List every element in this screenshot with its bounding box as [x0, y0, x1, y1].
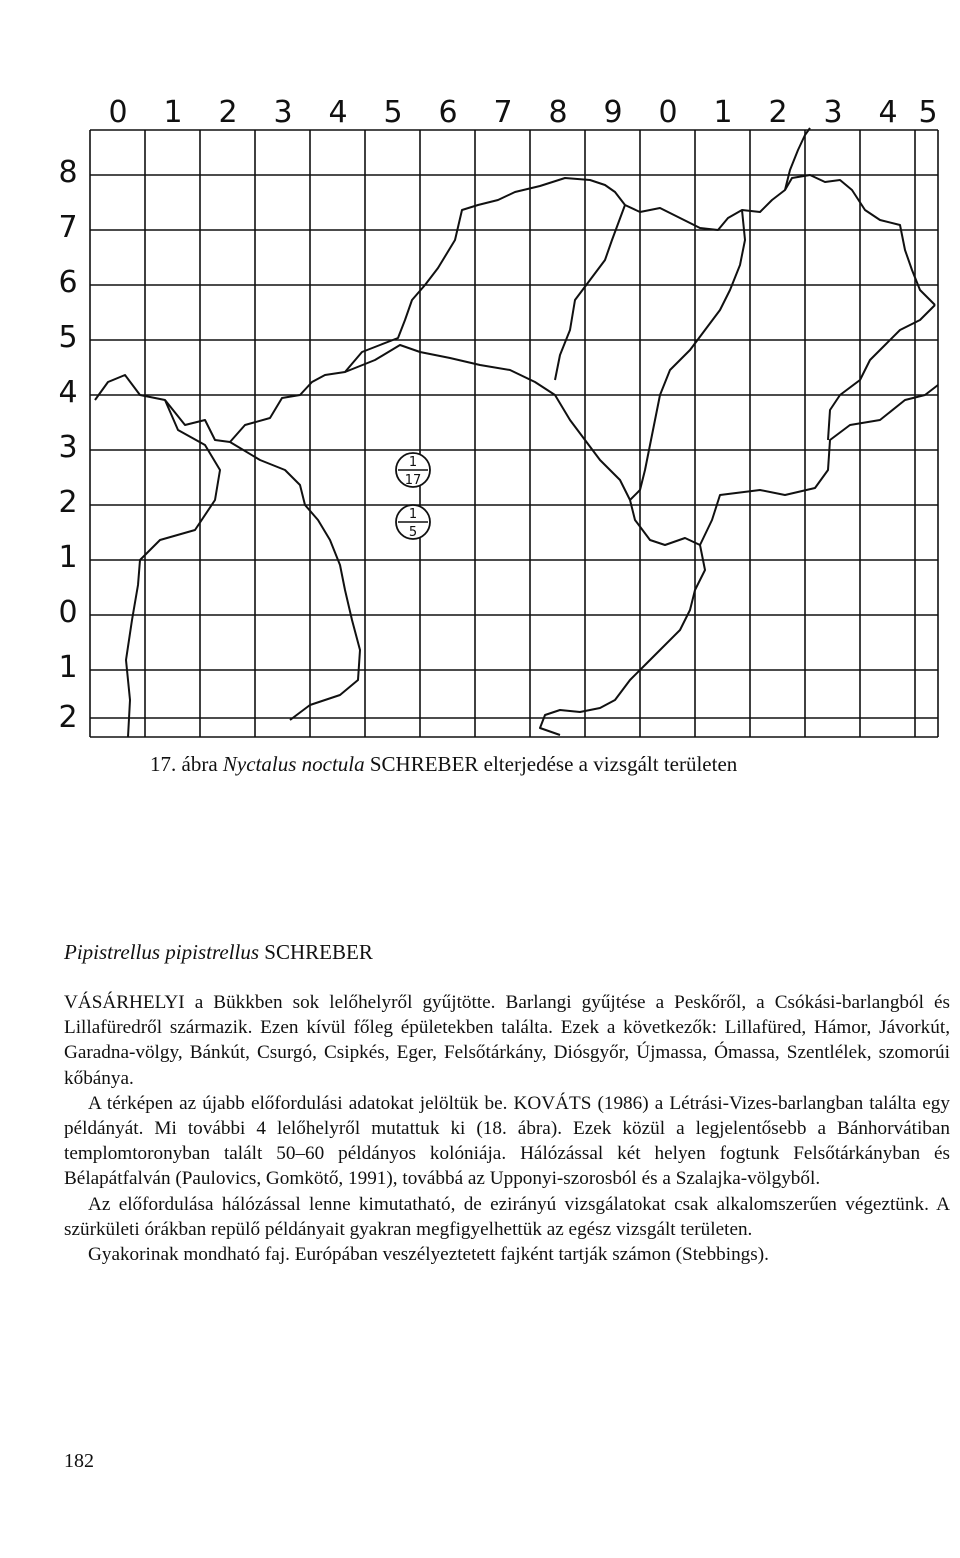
y-label: 0: [58, 595, 78, 630]
y-label: 2: [58, 700, 78, 735]
grid-markers: [396, 453, 430, 540]
paragraph: Az előfordulása hálózással lenne kimutatható, de ezirányú vizsgálatokat csak alkalomszerűen végeztünk. A szürkületi órákban repülő példányait gyakran megfigyelhettük az egész vizsgált területen.: [64, 1193, 950, 1240]
caption-rest: SCHREBER elterjedése a vizsgált területen: [369, 752, 738, 776]
inner-line-5: [540, 545, 705, 735]
marker-circle: [396, 453, 430, 488]
y-label: 1: [58, 540, 78, 575]
outer-boundary: [95, 375, 220, 737]
x-label: 0: [108, 95, 128, 130]
section-species-name: Pipistrellus pipistrellus: [64, 940, 260, 964]
paragraph: Gyakorinak mondható faj. Európában veszélyeztetett fajként tartják számon (Stebbings).: [88, 1244, 769, 1266]
inner-line-3: [555, 205, 625, 380]
x-label: 4: [878, 95, 898, 130]
y-label: 1: [58, 650, 78, 685]
x-label: 0: [658, 95, 678, 130]
marker-top-number: 1: [408, 507, 418, 522]
inner-line-7: [785, 128, 810, 190]
x-axis-labels: [108, 95, 937, 130]
y-label: 6: [58, 265, 78, 300]
paragraph: A térképen az újabb előfordulási adatokat jelöltük be. KOVÁTS (1986) a Létrási-Vizes-barlangban találta egy példányát. Mi további 4 lelőhelyről mutattuk ki (18. ábra). Ezek közül a legjelentősebb a Bánhorvátiban templomtoronyban talált 50–60 példányos kolóniája. Hálózással két helyen fogtunk Felsőtárkányban és Bélapátfalván (Paulovics, Gomkötő, 1991), továbbá az Upponyi-szorosból és a Szalajka-völgyből.: [64, 1092, 950, 1190]
y-label: 2: [58, 485, 78, 520]
region-boundaries: [95, 128, 938, 737]
inner-line-2: [345, 345, 938, 545]
inner-line-4: [630, 210, 745, 500]
x-label: 6: [438, 95, 458, 130]
paragraph: VÁSÁRHELYI a Bükkben sok lelőhelyről gyűjtötte. Barlangi gyűjtése a Peskőről, a Csókási-barlangból és Lillafüredről származik. Ezen kívül főleg épületekben találta. Ezek a következők: Lillafüred, Hámor, Jávorkút, Garadna-völgy, Bánkút, Csurgó, Csipkés, Eger, Felsőtárkány, Diósgyőr, Újmassa, Ómassa, Szentlélek, szomorúi kőbánya.: [64, 992, 950, 1089]
y-axis-labels: [58, 155, 77, 735]
y-label: 5: [58, 320, 78, 355]
marker-circle: [396, 505, 430, 540]
body-text: [64, 990, 950, 1267]
caption-prefix: 17. ábra: [150, 752, 218, 776]
section-title: [64, 940, 373, 965]
marker-bottom-number: 17: [404, 473, 422, 488]
x-label: 4: [328, 95, 348, 130]
section-author: SCHREBER: [264, 940, 373, 964]
y-label: 4: [58, 375, 78, 410]
x-label: 7: [493, 95, 513, 130]
grid: [90, 130, 938, 737]
page-number: 182: [64, 1450, 94, 1472]
y-label: 3: [58, 430, 78, 465]
x-label: 2: [218, 95, 238, 130]
distribution-map: [0, 0, 960, 760]
y-label: 7: [58, 210, 78, 245]
x-label: 9: [603, 95, 623, 130]
x-label: 2: [768, 95, 788, 130]
marker-top-number: 1: [408, 455, 418, 470]
x-label: 1: [713, 95, 733, 130]
inner-line-1: [230, 442, 360, 720]
x-label: 1: [163, 95, 183, 130]
x-label: 8: [548, 95, 568, 130]
upper-left-boundary: [165, 175, 935, 442]
x-label: 5: [383, 95, 403, 130]
x-label: 3: [273, 95, 293, 130]
caption-species: Nyctalus noctula: [222, 752, 365, 776]
marker-bottom-number: 5: [408, 525, 418, 540]
y-label: 8: [58, 155, 78, 190]
figure-caption: [150, 752, 930, 777]
x-label: 5: [918, 95, 938, 130]
x-label: 3: [823, 95, 843, 130]
